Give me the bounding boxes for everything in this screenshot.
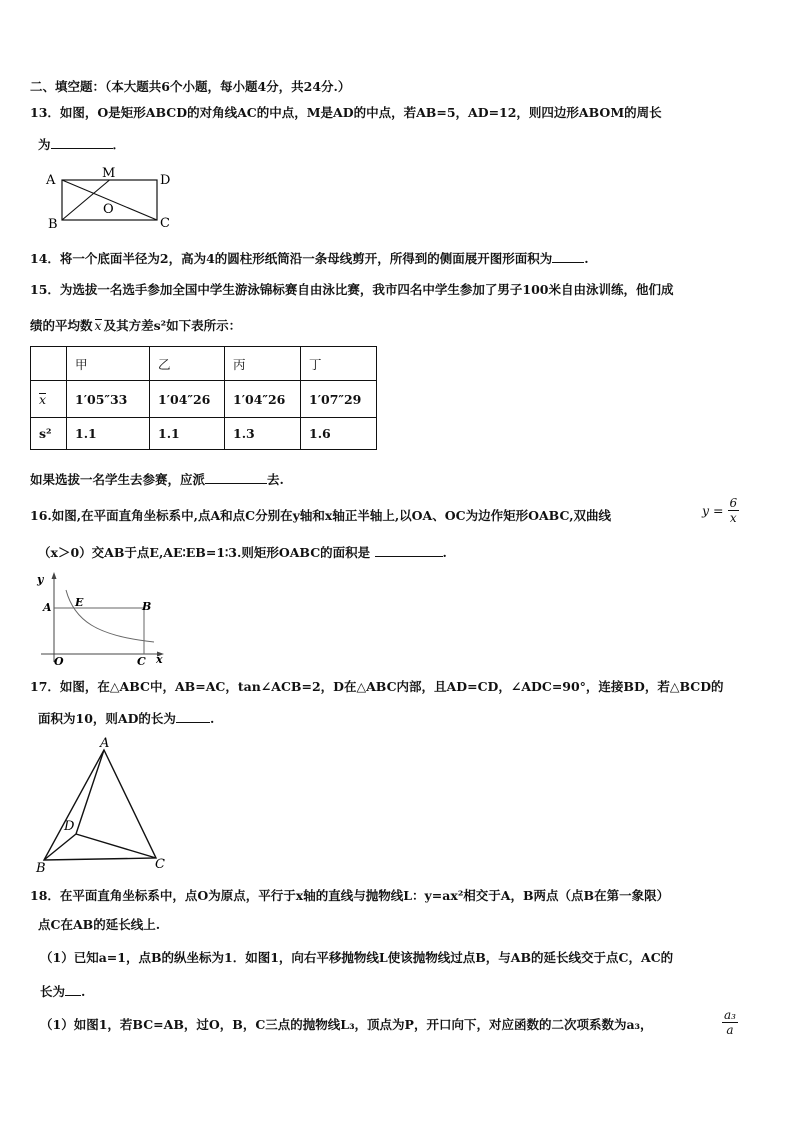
q16-line1: 16.如图,在平面直角坐标系中,点A和点C分别在y轴和x轴正半轴上,以OA、OC为边作矩形OABC,双曲线	[30, 508, 612, 523]
table-row	[31, 347, 377, 381]
q15-line2a: 绩的平均数	[30, 318, 93, 333]
q17-triangle-abc	[44, 750, 156, 860]
table-cell: 甲	[67, 347, 150, 381]
q16-coordinate-figure	[36, 570, 171, 670]
table-cell	[31, 381, 67, 418]
q18-frac	[722, 1008, 738, 1037]
table-cell: s²	[31, 418, 67, 450]
table-cell: 1.6	[301, 418, 377, 450]
table-cell: 1.1	[67, 418, 150, 450]
q18-line4-end: .	[81, 984, 86, 999]
q15-score-table	[30, 346, 377, 450]
q14-text: 14．将一个底面半径为2，高为4的圆柱形纸筒沿一条母线剪开，所得到的侧面展开图形面积为	[30, 251, 553, 266]
q16-line2	[38, 544, 447, 561]
q16-fraction	[728, 496, 740, 525]
q13-line2-text: 为	[38, 137, 51, 152]
q18-line4-text: 长为	[40, 984, 66, 999]
q17-line1: 17．如图，在△ABC中，AB=AC，tan∠ACB=2，D在△ABC内部，且AD=CD，∠ADC=90°，连接BD，若△BCD的	[30, 679, 724, 694]
q13-end: ．	[112, 137, 126, 152]
q17-label-d: D	[64, 819, 75, 834]
table-cell: 1.1	[150, 418, 225, 450]
q13-label-a: A	[46, 173, 56, 188]
q17-triangle-figure	[30, 736, 175, 876]
q14-answer-blank	[552, 250, 584, 263]
q15-line1: 15．为选拔一名选手参加全国中学生游泳锦标赛自由泳比赛，我市四名中学生参加了男子100米自由泳训练，他们成	[30, 282, 674, 297]
q16-label-o: O	[54, 655, 64, 668]
q17-label-b: B	[36, 861, 46, 876]
q13-line2	[38, 136, 125, 153]
q18-answer-blank	[65, 983, 81, 996]
q18-line2: 点C在AB的延长线上.	[38, 917, 161, 932]
q13-label-c: C	[160, 216, 170, 231]
table-cell: 1′04″26	[150, 381, 225, 418]
table-cell: 1′07″29	[301, 381, 377, 418]
q15-after-end: 去.	[267, 472, 284, 487]
q16-frac-num: 6	[729, 496, 738, 510]
q13-label-o: O	[103, 202, 114, 217]
q17-label-c: C	[155, 857, 165, 872]
q17-label-a: A	[100, 736, 110, 751]
q17-end: .	[209, 711, 215, 726]
q15-line2	[30, 318, 241, 334]
q16-label-b: B	[142, 600, 152, 613]
q15-xbar: x	[94, 318, 102, 333]
q15-line2b: 及其方差s²如下表所示：	[103, 318, 242, 333]
table-cell: 丙	[225, 347, 301, 381]
q18-frac-num: a₃	[724, 1008, 736, 1022]
q18-line4	[40, 983, 85, 1000]
q16-y-arrow	[52, 572, 57, 579]
section-heading: 二、填空题：（本大题共6个小题，每小题4分，共24分.）	[30, 79, 351, 94]
table-cell: 1′04″26	[225, 381, 301, 418]
q17-line2-text: 面积为10，则AD的长为	[38, 711, 176, 726]
q14-end: .	[584, 251, 589, 266]
mean-symbol: x	[39, 391, 47, 407]
q18-frac-den: a	[726, 1023, 734, 1037]
q16-end: .	[442, 545, 447, 560]
q16-label-a: A	[43, 601, 52, 614]
q13-line1: 13．如图，O是矩形ABCD的对角线AC的中点，M是AD的中点，若AB=5，AD=12，则四边形ABOM的周长	[30, 105, 662, 120]
table-cell	[31, 347, 67, 381]
q18-fraction	[722, 1008, 738, 1037]
q18-line1: 18．在平面直角坐标系中，点O为原点，平行于x轴的直线与抛物线L：y=ax²相交于A，B两点（点B在第一象限）	[30, 888, 670, 903]
q17-segment-dc	[76, 834, 156, 858]
q16-label-c: C	[137, 655, 146, 668]
table-row	[31, 381, 377, 418]
q15-answer-blank	[205, 471, 267, 484]
q17-segment-ad	[76, 750, 104, 834]
q13-answer-blank	[51, 136, 113, 149]
q16-hyperbola-formula	[702, 496, 739, 525]
q14-line	[30, 250, 589, 267]
q17-line2	[38, 710, 214, 727]
table-cell: 乙	[150, 347, 225, 381]
q13-rectangle-figure	[40, 162, 180, 232]
q18-line3: （1）已知a=1，点B的纵坐标为1．如图1，向右平移抛物线L使该抛物线过点B，与AB的延长线交于点C，AC的	[40, 950, 674, 965]
table-row	[31, 418, 377, 450]
q16-label-y: y	[37, 573, 44, 586]
q17-segment-bd	[44, 834, 76, 860]
q13-label-b: B	[48, 217, 58, 232]
q16-line2-text: （x＞0）交AB于点E,AE∶EB=1∶3.则矩形OABC的面积是	[38, 545, 371, 560]
q16-label-e: E	[75, 596, 84, 609]
q13-label-d: D	[160, 173, 171, 188]
q16-label-x: x	[156, 653, 163, 666]
q13-label-m: M	[102, 166, 116, 181]
table-cell: 1.3	[225, 418, 301, 450]
table-cell: 丁	[301, 347, 377, 381]
q16-y-eq: y =	[702, 503, 724, 518]
q16-answer-blank	[375, 544, 443, 557]
q16-frac-den: x	[729, 511, 737, 525]
table-cell: 1′05″33	[67, 381, 150, 418]
q15-after-text: 如果选拔一名学生去参赛，应派	[30, 472, 206, 487]
q18-line5: （1）如图1，若BC=AB，过O，B，C三点的抛物线L₃，顶点为P，开口向下，对应函数的二次项系数为a₃，	[40, 1017, 653, 1032]
q17-answer-blank	[176, 710, 210, 723]
q15-after	[30, 471, 284, 488]
